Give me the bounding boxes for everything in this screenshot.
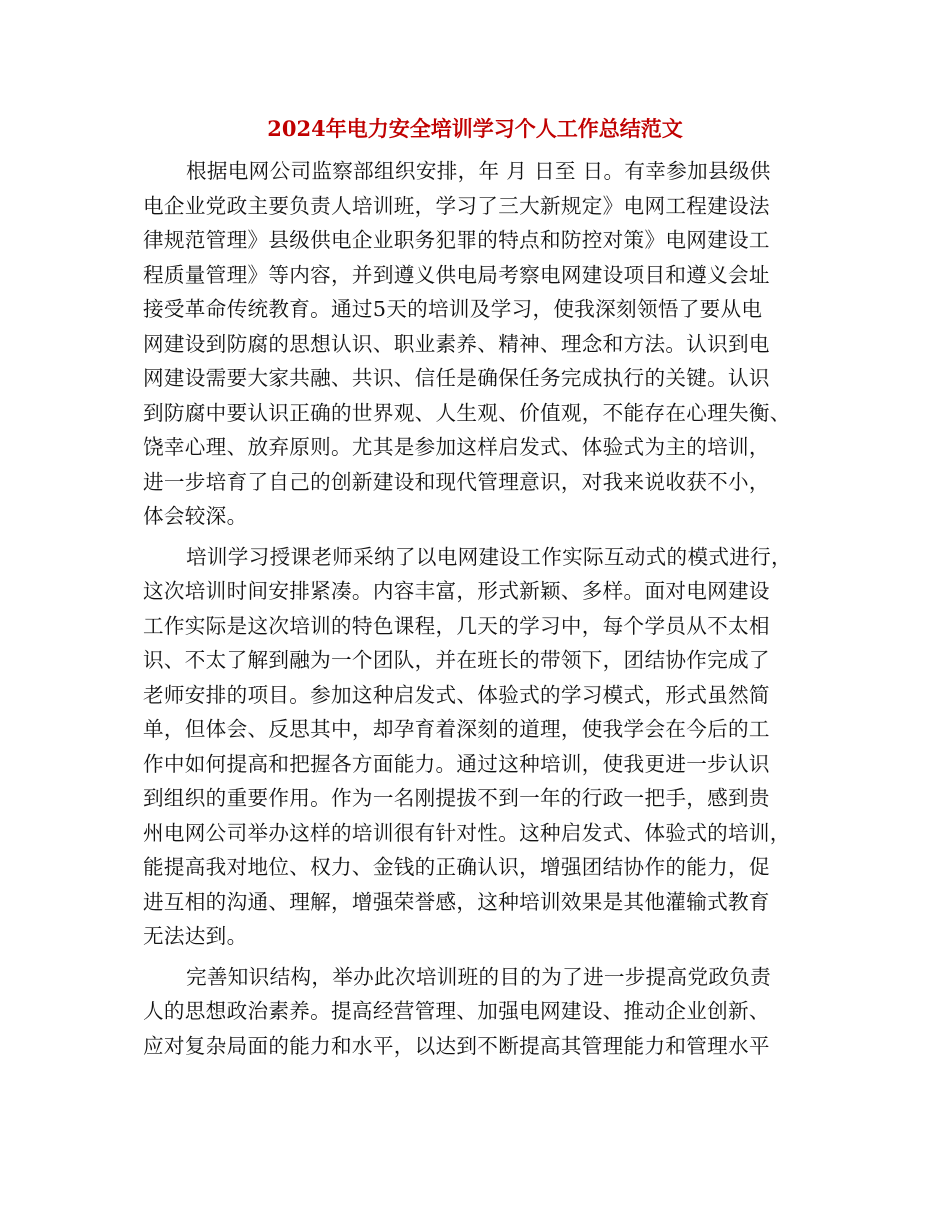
text-line: 能提高我对地位、权力、金钱的正确认识，增强团结协作的能力，促 bbox=[143, 855, 770, 879]
text-line: 根据电网公司监察部组织安排，年 月 日至 日。有幸参加县级供 bbox=[186, 159, 771, 183]
text-line: 培训学习授课老师采纳了以电网建设工作实际互动式的模式进行， bbox=[186, 544, 792, 569]
text-line: 体会较深。 bbox=[143, 504, 248, 528]
text-line: 接受革命传统教育。通过5天的培训及学习，使我深刻领悟了要从电 bbox=[143, 297, 763, 321]
text-line: 到组织的重要作用。作为一名刚提拔不到一年的行政一把手，感到贵 bbox=[143, 786, 770, 810]
text-line: 进一步培育了自己的创新建设和现代管理意识，对我来说收获不小， bbox=[143, 469, 770, 494]
text-line: 饶幸心理、放弃原则。尤其是参加这样启发式、体验式为主的培训， bbox=[143, 435, 770, 459]
text-line: 程质量管理》等内容，并到遵义供电局考察电网建设项目和遵义会址 bbox=[143, 262, 770, 287]
paragraph-3 bbox=[143, 960, 808, 1064]
paragraph-1 bbox=[143, 154, 808, 534]
text-line: 工作实际是这次培训的特色课程，几天的学习中，每个学员从不太相 bbox=[143, 613, 770, 638]
text-line: 老师安排的项目。参加这种启发式、体验式的学习模式，形式虽然简 bbox=[143, 682, 770, 707]
text-line: 完善知识结构，举办此次培训班的目的为了进一步提高党政负责 bbox=[186, 964, 772, 989]
text-line: 人的思想政治素养。提高经营管理、加强电网建设、推动企业创新、 bbox=[143, 999, 770, 1023]
text-line: 作中如何提高和把握各方面能力。通过这种培训，使我更进一步认识 bbox=[143, 751, 770, 776]
text-line: 到防腐中要认识正确的世界观、人生观、价值观，不能存在心理失衡、 bbox=[143, 400, 791, 425]
text-line: 网建设需要大家共融、共识、信任是确保任务完成执行的关键。认识 bbox=[143, 366, 770, 390]
document-body bbox=[143, 154, 808, 1069]
text-line: 识、不太了解到融为一个团队，并在班长的带领下，团结协作完成了 bbox=[143, 648, 770, 672]
text-line: 无法达到。 bbox=[143, 924, 248, 948]
text-line: 律规范管理》县级供电企业职务犯罪的特点和防控对策》电网建设工 bbox=[143, 228, 770, 252]
paragraph-2 bbox=[143, 540, 808, 954]
text-line: 这次培训时间安排紧凑。内容丰富，形式新颖、多样。面对电网建设 bbox=[143, 579, 770, 603]
text-line: 进互相的沟通、理解，增强荣誉感，这种培训效果是其他灌输式教育 bbox=[143, 889, 770, 914]
text-line: 单，但体会、反思其中，却孕育着深刻的道理，使我学会在今后的工 bbox=[143, 717, 770, 741]
document-title: 2024年电力安全培训学习个人工作总结范文 bbox=[267, 116, 683, 141]
text-line: 网建设到防腐的思想认识、职业素养、精神、理念和方法。认识到电 bbox=[143, 331, 770, 356]
text-line: 应对复杂局面的能力和水平，以达到不断提高其管理能力和管理水平 bbox=[143, 1033, 770, 1058]
text-line: 电企业党政主要负责人培训班，学习了三大新规定》电网工程建设法 bbox=[143, 193, 770, 218]
text-line: 州电网公司举办这样的培训很有针对性。这种启发式、体验式的培训， bbox=[143, 820, 791, 845]
